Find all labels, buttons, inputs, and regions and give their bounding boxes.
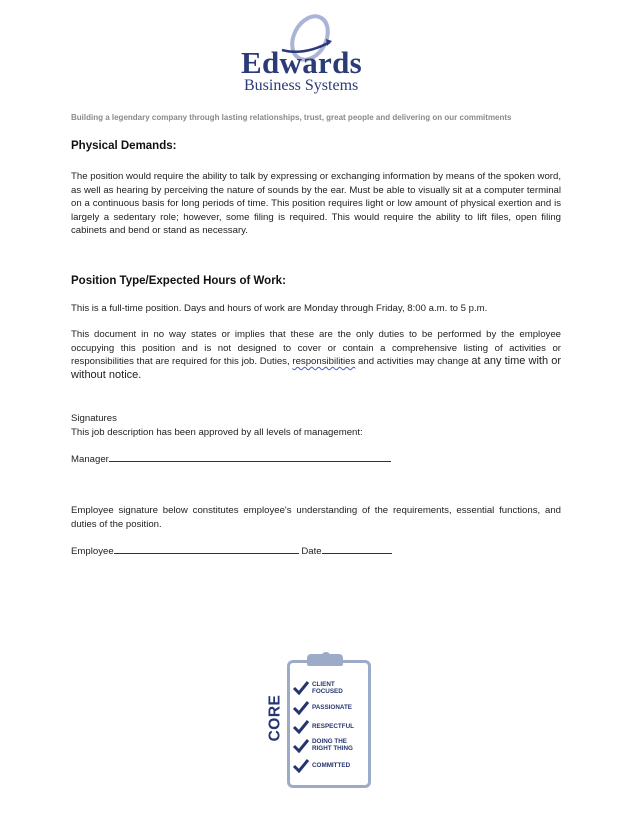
- spellcheck-word: responsibilities: [292, 356, 356, 367]
- approval-text: This job description has been approved by all levels of management:: [71, 427, 363, 438]
- checkmark-icon: [292, 719, 310, 735]
- core-value-item: [292, 758, 367, 774]
- manager-signature-field[interactable]: [109, 452, 391, 462]
- employee-label: Employee: [71, 546, 114, 557]
- disclaimer-part-d: at any time with or without notice.: [71, 355, 561, 381]
- physical-demands-text: The position would require the ability to talk by expressing or exchanging information by means of the spoken word, as well as hearing by perceiving the nature of sounds by the ear. Must be able to visually sit at a computer terminal on a continuous basis for long periods of time. This position requires light or low amount of physical exertion and is largely a sedentary role; however, some filing is required. This would require the ability to lift files, open filing cabinets and bend or stand as necessary.: [71, 171, 561, 236]
- employee-signature-line: [71, 544, 392, 559]
- core-value-label: CLIENT FOCUSED: [312, 681, 343, 695]
- core-value-label: RESPECTFUL: [312, 723, 354, 730]
- core-values-title: CORE: [266, 694, 284, 742]
- disclaimer-part-a: This document in no way states or implies that these are the only duties to be performed by the employee occupying this position and is not designed to cover or contain a comprehensive listing of activities or responsibilities that are required for this job. Duties,: [71, 329, 561, 367]
- core-value-item: [292, 700, 367, 716]
- company-logo: [232, 12, 382, 94]
- disclaimer-text: [71, 328, 561, 382]
- checkmark-icon: [292, 738, 310, 754]
- core-value-item: [292, 719, 367, 735]
- hours-text: This is a full-time position. Days and hours of work are Monday through Friday, 8:00 a.m. to 5 p.m.: [71, 303, 488, 314]
- core-value-item: [292, 738, 367, 754]
- date-label: Date: [301, 546, 322, 557]
- core-values-graphic: [262, 652, 370, 787]
- checkmark-icon: [292, 700, 310, 716]
- physical-demands-heading: Physical Demands:: [71, 140, 177, 152]
- checkmark-icon: [292, 680, 310, 696]
- manager-label: Manager: [71, 454, 109, 465]
- position-type-heading: Position Type/Expected Hours of Work:: [71, 275, 286, 287]
- logo-subtitle: Business Systems: [244, 77, 359, 94]
- employee-signature-field[interactable]: [114, 544, 299, 554]
- checkmark-icon: [292, 758, 310, 774]
- clipboard-clip-top: [322, 652, 330, 658]
- company-tagline: Building a legendary company through lasting relationships, trust, great people and delivering on our commitments: [71, 113, 512, 122]
- manager-signature-line: [71, 452, 391, 467]
- logo-name: Edwards: [241, 45, 362, 80]
- signatures-label: Signatures: [71, 413, 117, 424]
- core-value-label: PASSIONATE: [312, 704, 353, 711]
- employee-note: Employee signature below constitutes employee's understanding of the requirements, essential functions, and duties of the position.: [71, 505, 561, 530]
- core-value-item: [292, 680, 367, 696]
- core-value-label: COMMITTED: [312, 762, 351, 769]
- date-field[interactable]: [322, 544, 392, 554]
- disclaimer-part-c: and activities may change: [355, 356, 472, 367]
- core-value-label: DOING THE RIGHT THING: [312, 738, 353, 752]
